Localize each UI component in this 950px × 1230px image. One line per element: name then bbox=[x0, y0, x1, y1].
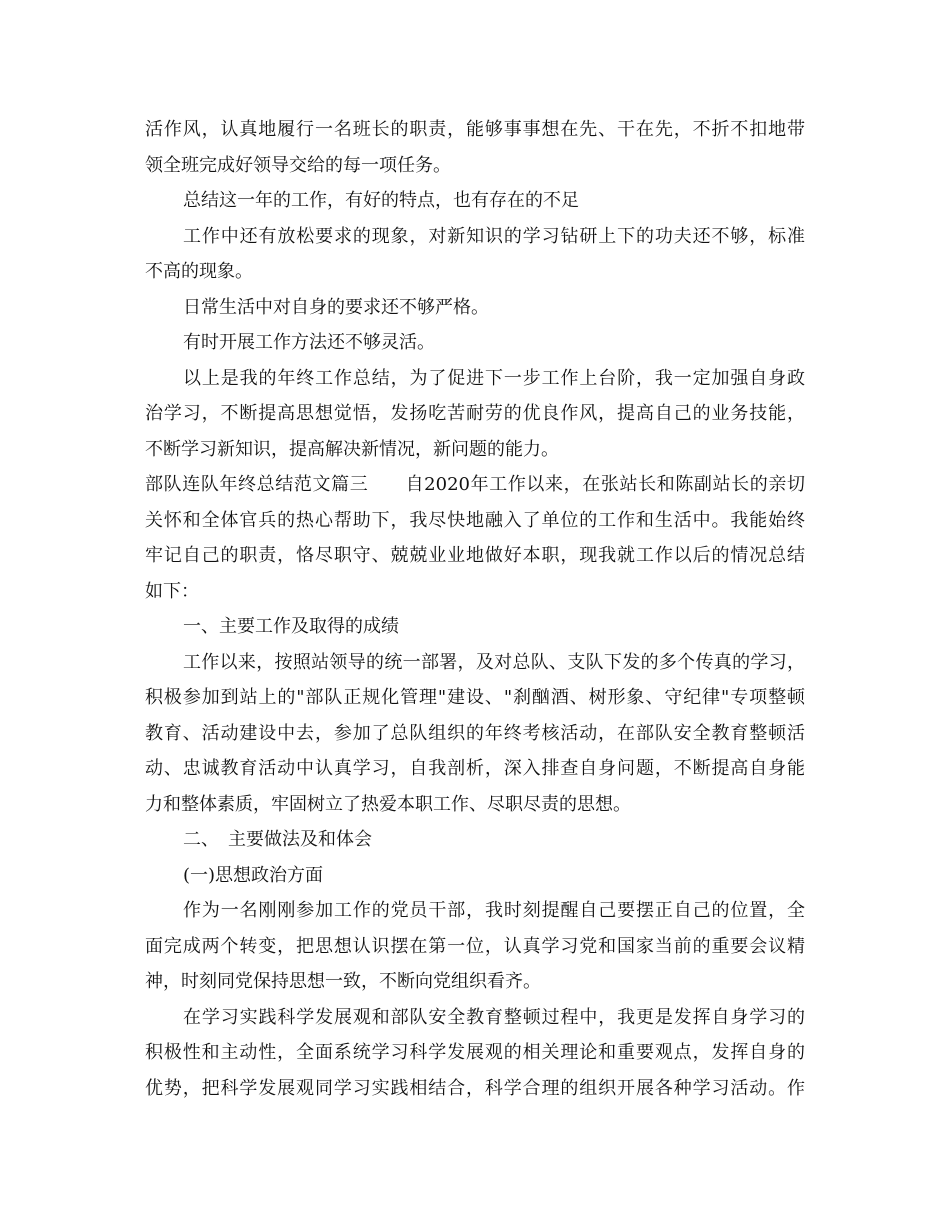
text-line: 积极性和主动性，全面系统学习科学发展观的相关理论和重要观点，发挥自身的 bbox=[145, 1042, 805, 1063]
text-line: 以上是我的年终工作总结，为了促进下一步工作上台阶，我一定加强自身政 bbox=[183, 367, 805, 389]
text-line: 日常生活中对自身的要求还不够严格。 bbox=[183, 296, 489, 318]
text-line: 优势，把科学发展观同学习实践相结合，科学合理的组织开展各种学习活动。作 bbox=[145, 1077, 805, 1099]
text-line: 活作风，认真地履行一名班长的职责，能够事事想在先、干在先，不折不扣地带 bbox=[145, 119, 805, 140]
text-line: 神，时刻同党保持思想一致，不断向党组织看齐。 bbox=[145, 971, 541, 992]
text-line: 部队连队年终总结范文篇三 自2020年工作以来，在张站长和陈副站长的亲切 bbox=[145, 474, 805, 495]
text-line: 总结这一年的工作，有好的特点，也有存在的不足 bbox=[183, 190, 579, 211]
text-line: 积极参加到站上的"部队正规化管理"建设、"刹酗酒、树形象、守纪律"专项整顿 bbox=[145, 687, 805, 708]
text-line: 工作中还有放松要求的现象，对新知识的学习钻研上下的功夫还不够，标准 bbox=[183, 225, 805, 247]
text-line: 在学习实践科学发展观和部队安全教育整顿过程中，我更是发挥自身学习的 bbox=[183, 1006, 805, 1028]
text-line: 领全班完成好领导交给的每一项任务。 bbox=[145, 154, 451, 176]
text-line: 不高的现象。 bbox=[145, 261, 253, 282]
text-line: 不断学习新知识，提高解决新情况，新问题的能力。 bbox=[145, 438, 559, 460]
text-line: 关怀和全体官兵的热心帮助下，我尽快地融入了单位的工作和生活中。我能始终 bbox=[145, 509, 805, 531]
text-line: 如下： bbox=[145, 580, 199, 602]
text-line: 工作以来，按照站领导的统一部署，及对总队、支队下发的多个传真的学习， bbox=[183, 651, 805, 673]
document-page bbox=[145, 112, 805, 1106]
text-line: 教育、活动建设中去，参加了总队组织的年终考核活动，在部队安全教育整顿活 bbox=[145, 722, 805, 744]
text-line: 一、主要工作及取得的成绩 bbox=[183, 616, 399, 637]
text-line: 二、 主要做法及和体会 bbox=[183, 829, 372, 850]
text-line: 有时开展工作方法还不够灵活。 bbox=[183, 332, 435, 353]
text-line: 力和整体素质，牢固树立了热爱本职工作、尽职尽责的思想。 bbox=[145, 793, 631, 815]
text-line: (一)思想政治方面 bbox=[183, 864, 324, 886]
text-line: 动、忠诚教育活动中认真学习，自我剖析，深入排查自身问题，不断提高自身能 bbox=[145, 758, 805, 779]
text-line: 治学习，不断提高思想觉悟，发扬吃苦耐劳的优良作风，提高自己的业务技能， bbox=[145, 403, 805, 424]
text-line: 牢记自己的职责，恪尽职守、兢兢业业地做好本职，现我就工作以后的情况总结 bbox=[145, 545, 805, 566]
text-line: 面完成两个转变，把思想认识摆在第一位，认真学习党和国家当前的重要会议精 bbox=[145, 935, 805, 957]
text-line: 作为一名刚刚参加工作的党员干部，我时刻提醒自己要摆正自己的位置，全 bbox=[183, 900, 805, 921]
